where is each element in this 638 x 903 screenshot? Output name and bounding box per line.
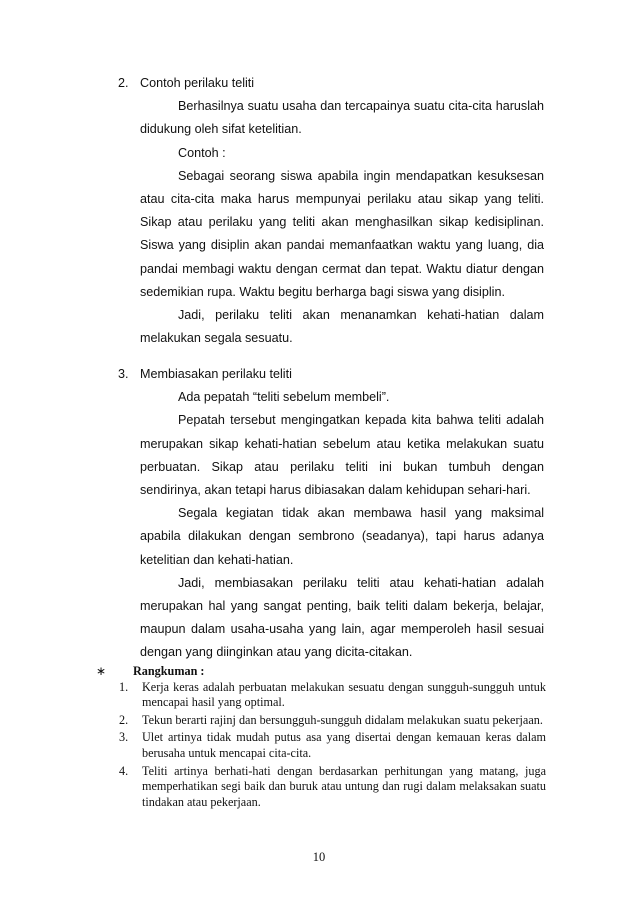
- summary-item-text: Teliti artinya berhati-hati dengan berdasarkan perhitungan yang matang, juga memperhatikan segi baik dan buruk atau untung dan rugi dalam melaksakan suatu tindakan atau pekerjaan.: [142, 763, 546, 809]
- section-body: [118, 386, 544, 664]
- paragraph: Sebagai seorang siswa apabila ingin mendapatkan kesuksesan atau cita-cita maka harus mempunyai perilaku atau sikap yang teliti. Sikap atau perilaku yang teliti akan menghasilkan sikap kedisiplinan. Siswa yang disiplin akan pandai memanfaatkan waktu yang luang, dia pandai membagi waktu dengan cermat dan tepat. Waktu diatur dengan sedemikian rupa. Waktu begitu berharga bagi siswa yang disiplin.: [140, 168, 544, 299]
- summary-title: Rangkuman :: [133, 664, 205, 678]
- summary-item-number: 2.: [119, 712, 129, 727]
- summary-item: [119, 713, 546, 729]
- summary-item-text: Ulet artinya tidak mudah putus asa yang disertai dengan kemauan keras dalam berusaha untuk mencapai cita-cita.: [142, 730, 546, 760]
- section-body: [118, 95, 544, 350]
- summary-item: [119, 764, 546, 811]
- section-title: Membiasakan perilaku teliti: [140, 367, 292, 381]
- paragraph: Pepatah tersebut mengingatkan kepada kita bahwa teliti adalah merupakan sikap kehati-hatian sebelum atau ketika melakukan suatu perbuatan. Sikap atau perilaku teliti ini bukan tumbuh dengan sendirinya, akan tetapi harus dibiasakan dalam kehidupan sehari-hari.: [140, 413, 544, 498]
- summary-item: [119, 680, 546, 711]
- section-heading: [118, 72, 544, 95]
- paragraph: Jadi, membiasakan perilaku teliti atau kehati-hatian adalah merupakan hal yang sangat penting, baik teliti dalam bekerja, belajar, maupun dalam usaha-usaha yang lain, agar memperoleh hasil sesuai dengan yang diinginkan atau yang dicita-citakan.: [140, 575, 544, 660]
- page-number: 10: [312, 850, 326, 864]
- section-number: 2.: [118, 76, 129, 90]
- paragraph: Ada pepatah “teliti sebelum membeli”.: [178, 390, 390, 405]
- summary-item: [119, 730, 546, 761]
- paragraph: Contoh :: [178, 145, 226, 160]
- paragraph: Berhasilnya suatu usaha dan tercapainya suatu cita-cita haruslah didukung oleh sifat ketelitian.: [140, 99, 544, 137]
- summary-heading: [96, 664, 546, 680]
- summary-item-number: 1.: [119, 679, 129, 694]
- summary-item-text: Tekun berarti rajinj dan bersungguh-sungguh didalam melakukan suatu pekerjaan.: [142, 712, 543, 727]
- section-number: 3.: [118, 367, 129, 381]
- summary-list: [119, 680, 546, 811]
- paragraph: Jadi, perilaku teliti akan menanamkan kehati-hatian dalam melakukan segala sesuatu.: [140, 308, 544, 346]
- summary-item-number: 3.: [119, 730, 129, 745]
- section-heading: [118, 363, 544, 386]
- summary-item-number: 4.: [119, 763, 129, 778]
- section-title: Contoh perilaku teliti: [140, 76, 255, 90]
- summary-section: [96, 664, 546, 812]
- paragraph: Segala kegiatan tidak akan membawa hasil yang maksimal apabila dilakukan dengan sembrono (seadanya), tapi harus adanya ketelitian dan kehati-hatian.: [140, 506, 544, 567]
- asterisk-bullet-icon: ∗: [96, 664, 107, 678]
- section-contoh-perilaku-teliti: [118, 72, 544, 350]
- section-membiasakan-perilaku-teliti: [118, 363, 544, 665]
- summary-item-text: Kerja keras adalah perbuatan melakukan sesuatu dengan sungguh-sungguh untuk mencapai hasil yang optimal.: [142, 679, 546, 710]
